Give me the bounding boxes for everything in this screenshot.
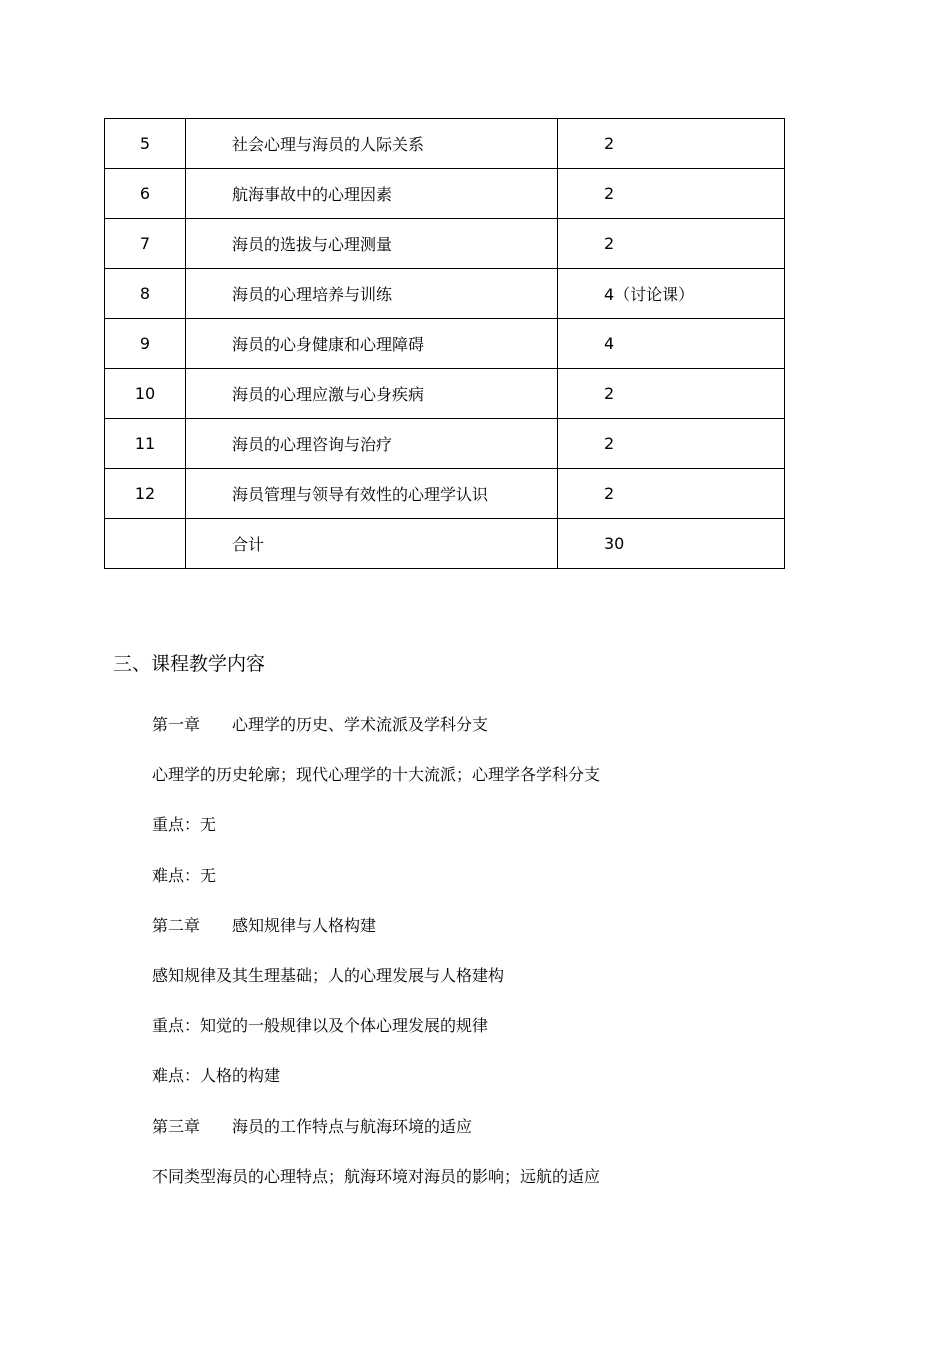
chapter-key-points: 重点：知觉的一般规律以及个体心理发展的规律	[152, 1016, 489, 1036]
table-row	[105, 369, 785, 419]
row-number: 8	[105, 269, 186, 319]
row-number: 10	[105, 369, 186, 419]
row-topic: 社会心理与海员的人际关系	[186, 119, 558, 169]
chapter-difficulties: 难点：无	[152, 865, 217, 885]
row-hours: 2	[558, 119, 785, 169]
row-topic: 海员的心理咨询与治疗	[186, 419, 558, 469]
chapter-title: 海员的工作特点与航海环境的适应	[232, 1116, 473, 1136]
chapter-number: 第二章	[152, 915, 201, 935]
row-number: 5	[105, 119, 186, 169]
row-number: 12	[105, 469, 186, 519]
row-hours: 4（讨论课）	[558, 269, 785, 319]
row-topic: 海员的选拔与心理测量	[186, 219, 558, 269]
table-row	[105, 219, 785, 269]
course-hours-table	[104, 118, 785, 569]
chapter-number: 第一章	[152, 715, 201, 734]
table-row	[105, 469, 785, 519]
row-hours: 4	[558, 319, 785, 369]
total-label: 合计	[186, 519, 558, 569]
row-topic: 海员的心身健康和心理障碍	[186, 319, 558, 369]
chapter-summary: 不同类型海员的心理特点；航海环境对海员的影响；远航的适应	[152, 1166, 601, 1186]
row-hours: 2	[558, 419, 785, 469]
row-topic: 航海事故中的心理因素	[186, 169, 558, 219]
row-number: 11	[105, 419, 186, 469]
course-content	[152, 711, 852, 1213]
row-hours: 2	[558, 219, 785, 269]
section-title: 三、课程教学内容	[113, 653, 266, 675]
chapter-title: 感知规律与人格构建	[232, 915, 377, 935]
row-hours: 2	[558, 369, 785, 419]
total-hours: 30	[558, 519, 785, 569]
chapter-heading	[152, 912, 852, 962]
chapter-summary: 心理学的历史轮廓；现代心理学的十大流派；心理学各学科分支	[152, 765, 601, 785]
chapter-title: 心理学的历史、学术流派及学科分支	[232, 715, 489, 734]
row-hours: 2	[558, 169, 785, 219]
table-row	[105, 119, 785, 169]
row-number: 6	[105, 169, 186, 219]
row-topic: 海员的心理应激与心身疾病	[186, 369, 558, 419]
row-number: 7	[105, 219, 186, 269]
row-number: 9	[105, 319, 186, 369]
table-row	[105, 319, 785, 369]
table-row	[105, 419, 785, 469]
chapter-difficulties: 难点：人格的构建	[152, 1066, 281, 1086]
row-topic: 海员的心理培养与训练	[186, 269, 558, 319]
row-number	[105, 519, 186, 569]
chapter-number: 第三章	[152, 1116, 201, 1136]
chapter-key-points: 重点：无	[152, 815, 217, 835]
row-hours: 2	[558, 469, 785, 519]
table-total-row	[105, 519, 785, 569]
table-row	[105, 169, 785, 219]
chapter-heading	[152, 1113, 852, 1163]
table-row	[105, 269, 785, 319]
row-topic: 海员管理与领导有效性的心理学认识	[186, 469, 558, 519]
chapter-summary: 感知规律及其生理基础；人的心理发展与人格建构	[152, 965, 505, 985]
chapter-heading	[152, 711, 852, 761]
